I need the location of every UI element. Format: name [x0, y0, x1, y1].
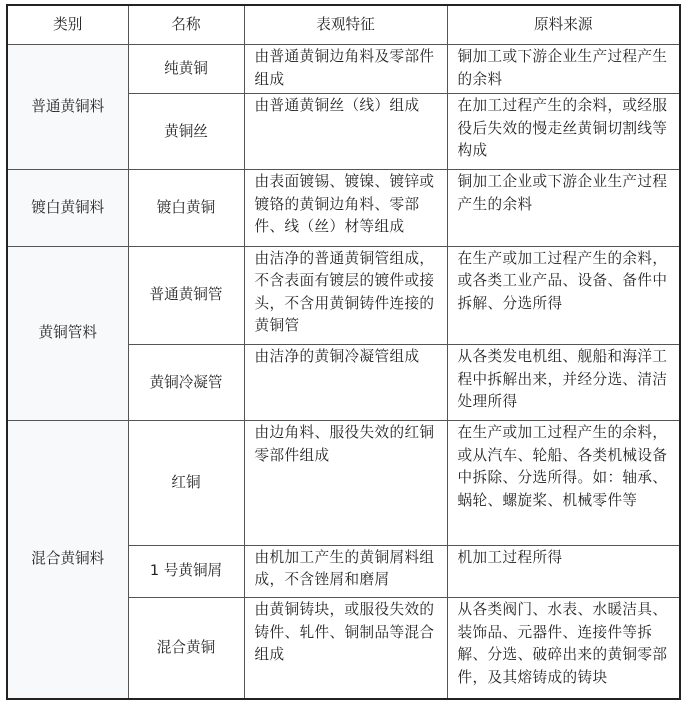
appearance-cell: 由机加工产生的黄铜屑料组成，不含锉屑和磨屑 [244, 545, 447, 597]
copper-scrap-table [6, 4, 681, 700]
source-cell: 机加工过程所得 [447, 545, 680, 597]
name-cell: 黄铜丝 [128, 94, 244, 170]
name-cell: 红铜 [128, 421, 244, 545]
name-cell: 纯黄铜 [128, 45, 244, 94]
appearance-cell: 由洁净的黄铜冷凝管组成 [244, 345, 447, 421]
header-name: 名称 [128, 5, 244, 45]
source-cell: 在加工过程产生的余料，或经服役后失效的慢走丝黄铜切割线等构成 [447, 94, 680, 170]
appearance-cell: 由边角料、服役失效的红铜零部件组成 [244, 421, 447, 545]
name-cell: 普通黄铜管 [128, 246, 244, 344]
appearance-cell: 由普通黄铜丝（线）组成 [244, 94, 447, 170]
category-cell: 镀白黄铜料 [7, 170, 128, 246]
table-row [7, 246, 680, 344]
name-cell: 镀白黄铜 [128, 170, 244, 246]
appearance-cell: 由黄铜铸块，或服役失效的铸件、轧件、铜制品等混合组成 [244, 598, 447, 699]
table-row [7, 170, 680, 246]
appearance-cell: 由表面镀锡、镀镍、镀锌或镀铬的黄铜边角料、零部件、线（丝）材等组成 [244, 170, 447, 246]
source-cell: 在生产或加工过程产生的余料，或各类工业产品、设备、备件中拆解、分选所得 [447, 246, 680, 344]
source-cell: 铜加工企业或下游企业生产过程产生的余料 [447, 170, 680, 246]
source-cell: 从各类阀门、水表、水暖洁具、装饰品、元器件、连接件等拆解、分选、破碎出来的黄铜零部件，及其熔铸成的铸块 [447, 598, 680, 699]
category-cell: 黄铜管料 [7, 246, 128, 421]
name-cell: 1 号黄铜屑 [128, 545, 244, 597]
name-cell: 黄铜冷凝管 [128, 345, 244, 421]
header-category: 类别 [7, 5, 128, 45]
source-cell: 在生产或加工过程产生的余料，或从汽车、轮船、各类机械设备中拆除、分选所得。如：轴承、蜗轮、螺旋桨、机械零件等 [447, 421, 680, 545]
category-cell: 普通黄铜料 [7, 45, 128, 170]
header-appearance: 表观特征 [244, 5, 447, 45]
appearance-cell: 由普通黄铜边角料及零部件组成 [244, 45, 447, 94]
table-row [7, 45, 680, 94]
category-cell: 混合黄铜料 [7, 421, 128, 699]
appearance-cell: 由洁净的普通黄铜管组成，不含表面有镀层的镀件或接头，不含用黄铜铸件连接的黄铜管 [244, 246, 447, 344]
source-cell: 从各类发电机组、舰船和海洋工程中拆解出来，并经分选、清洁处理所得 [447, 345, 680, 421]
table-row [7, 421, 680, 545]
source-cell: 铜加工或下游企业生产过程产生的余料 [447, 45, 680, 94]
name-cell: 混合黄铜 [128, 598, 244, 699]
header-source: 原料来源 [447, 5, 680, 45]
header-row [7, 5, 680, 45]
